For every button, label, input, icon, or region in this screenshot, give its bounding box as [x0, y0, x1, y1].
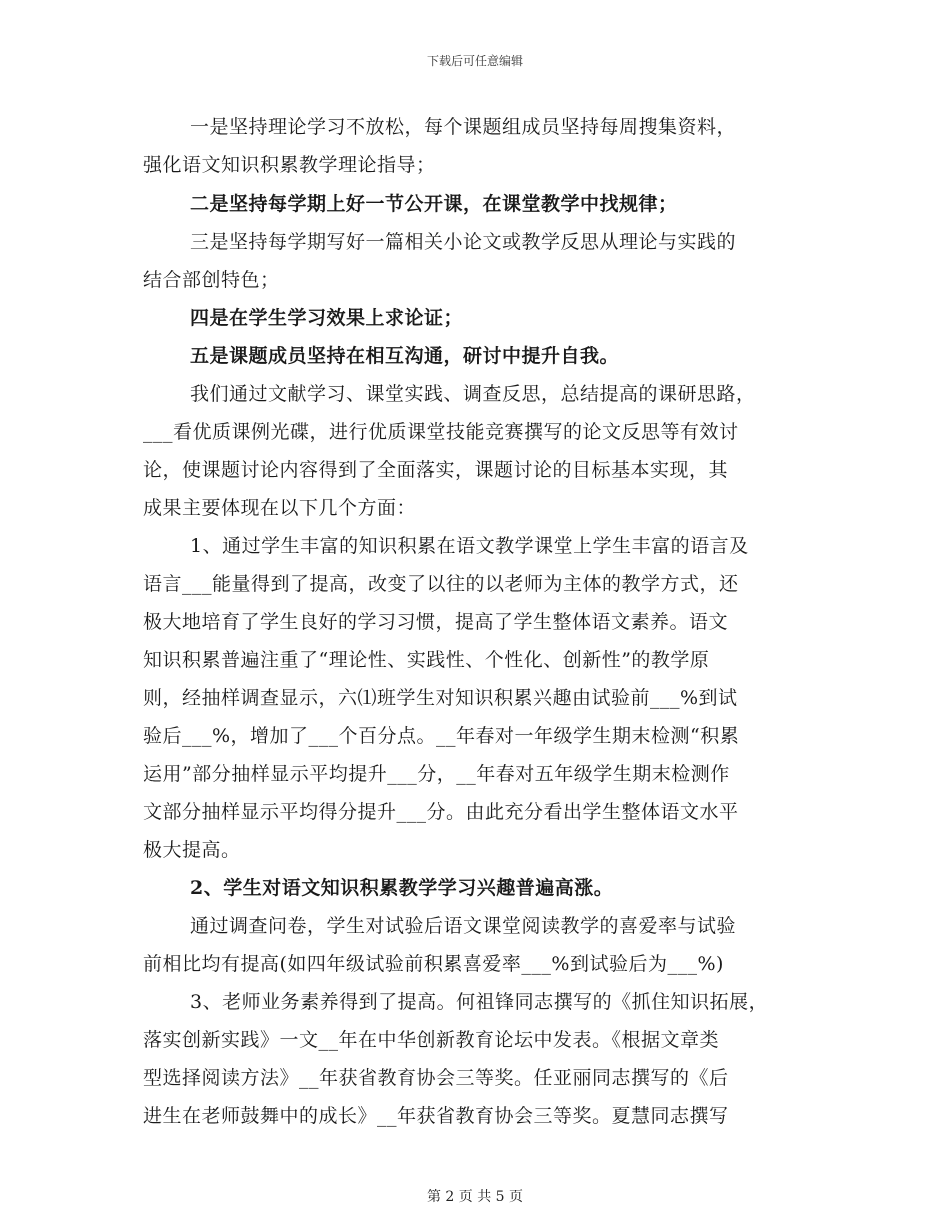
text-line: ___看优质课例光碟，进行优质课堂技能竞赛撰写的论文反思等有效讨 — [143, 421, 739, 443]
text-line: 极大地培育了学生良好的学习习惯，提高了学生整体语文素养。语文 — [143, 611, 729, 633]
text-line: 语言___能量得到了提高，改变了以往的以老师为主体的教学方式，还 — [143, 573, 739, 595]
text-line: 三是坚持每学期写好一篇相关小论文或教学反思从理论与实践的 — [190, 231, 737, 253]
text-line: 型选择阅读方法》__年获省教育协会三等奖。任亚丽同志撰写的《后 — [143, 1067, 729, 1089]
text-line: 论，使课题讨论内容得到了全面落实，课题讨论的目标基本实现，其 — [143, 459, 729, 481]
text-line: 1、通过学生丰富的知识积累在语文教学课堂上学生丰富的语言及 — [190, 535, 749, 557]
text-line: 前相比均有提高(如四年级试验前积累喜爱率___%到试验后为___%) — [143, 953, 724, 975]
bold-line: 四是在学生学习效果上求论证； — [190, 307, 464, 329]
text-line: 验后___%，增加了___个百分点。__年春对一年级学生期末检测“积累 — [143, 725, 740, 747]
text-line: 强化语文知识积累教学理论指导； — [143, 154, 436, 176]
text-line: 结合部创特色； — [143, 269, 280, 291]
page-number-footer: 第 2 页 共 5 页 — [426, 1189, 524, 1205]
page-header: 下载后可任意编辑 — [426, 54, 523, 68]
text-line: 我们通过文献学习、课堂实践、调查反思，总结提高的课研思路， — [190, 383, 756, 405]
bold-line: 二是坚持每学期上好一节公开课，在课堂教学中找规律； — [190, 193, 678, 215]
text-line: 成果主要体现在以下几个方面： — [143, 497, 417, 519]
bold-line: 2、学生对语文知识积累教学学习兴趣普遍高涨。 — [190, 877, 614, 899]
text-line: 进生在老师鼓舞中的成长》__年获省教育协会三等奖。夏慧同志撰写 — [143, 1105, 729, 1127]
text-line: 落实创新实践》一文__年在中华创新教育论坛中发表。《根据文章类 — [143, 1029, 720, 1051]
text-line: 则，经抽样调查显示，六⑴班学生对知识积累兴趣由试验前___%到试 — [143, 687, 738, 709]
text-line: 极大提高。 — [143, 839, 241, 861]
text-line: 3、老师业务素养得到了提高。何祖锋同志撰写的《抓住知识拓展， — [190, 991, 769, 1013]
bold-line: 五是课题成员坚持在相互沟通，研讨中提升自我。 — [190, 345, 620, 367]
text-line: 通过调查问卷，学生对试验后语文课堂阅读教学的喜爱率与试验 — [190, 915, 737, 937]
text-line: 运用”部分抽样显示平均提升___分，__年春对五年级学生期末检测作 — [143, 763, 730, 785]
text-line: 文部分抽样显示平均得分提升___分。由此充分看出学生整体语文水平 — [143, 801, 739, 823]
text-line: 一是坚持理论学习不放松，每个课题组成员坚持每周搜集资料， — [190, 116, 737, 138]
text-line: 知识积累普遍注重了“理论性、实践性、个性化、创新性”的教学原 — [143, 649, 710, 671]
